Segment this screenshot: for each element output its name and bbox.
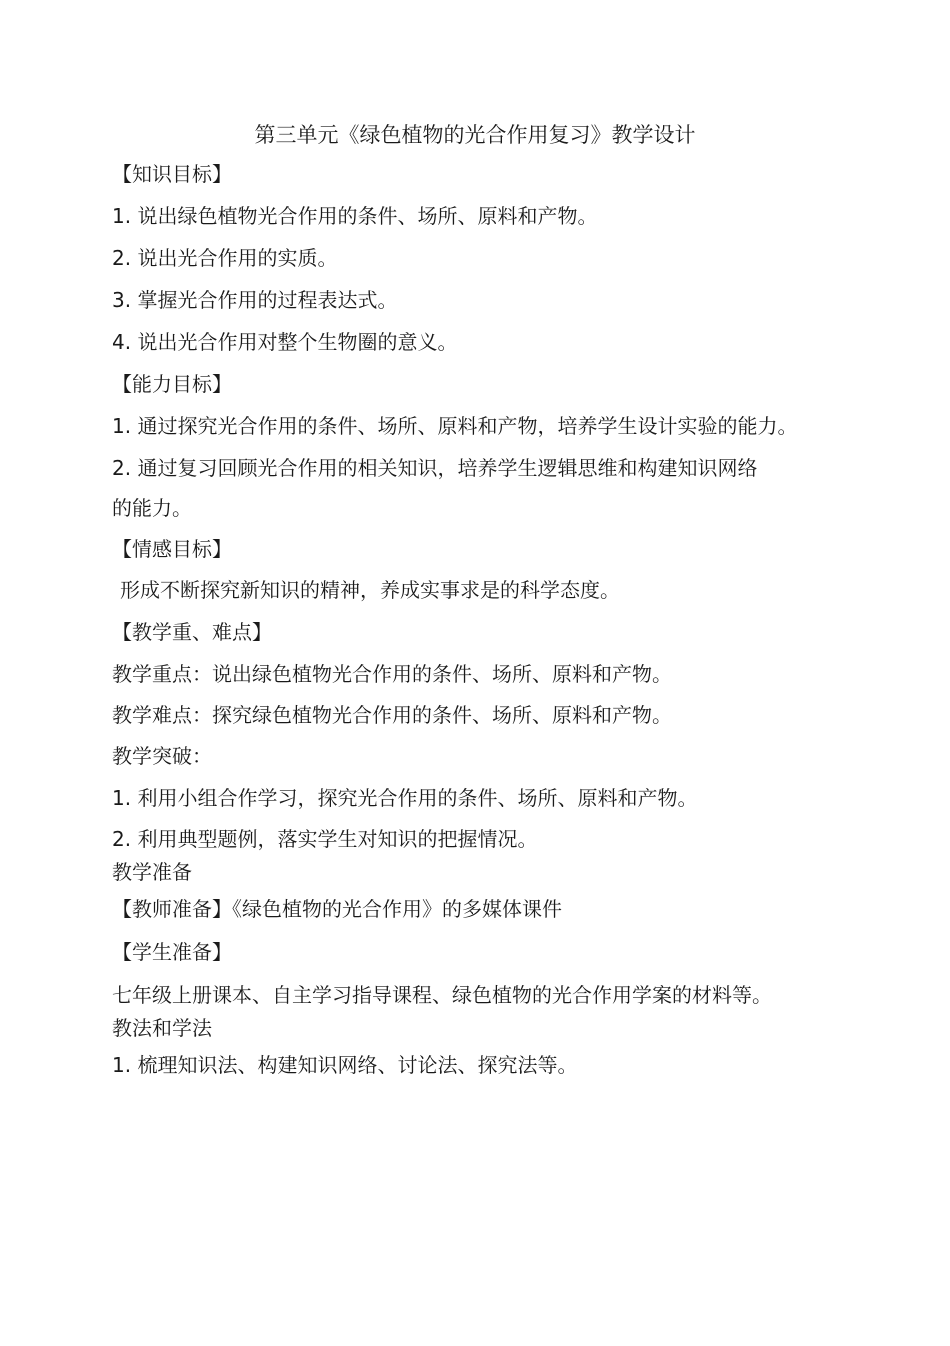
methods-item: 1. 梳理知识法、构建知识网络、讨论法、探究法等。 xyxy=(112,1053,578,1077)
ability-goals-heading: 【能力目标】 xyxy=(112,372,232,396)
breakthrough-item: 2. 利用典型题例，落实学生对知识的把握情况。 xyxy=(112,827,538,851)
ability-goal-item: 1. 通过探究光合作用的条件、场所、原料和产物，培养学生设计实验的能力。 xyxy=(112,414,798,438)
teaching-focus: 教学重点：说出绿色植物光合作用的条件、场所、原料和产物。 xyxy=(112,662,672,686)
document-title: 第三单元《绿色植物的光合作用复习》教学设计 xyxy=(254,123,696,147)
ability-goal-item: 2. 通过复习回顾光合作用的相关知识，培养学生逻辑思维和构建知识网络 xyxy=(112,456,758,480)
knowledge-goal-item: 1. 说出绿色植物光合作用的条件、场所、原料和产物。 xyxy=(112,204,598,228)
student-preparation: 七年级上册课本、自主学习指导课程、绿色植物的光合作用学案的材料等。 xyxy=(112,983,772,1007)
preparation-heading: 教学准备 xyxy=(112,860,192,884)
knowledge-goal-item: 2. 说出光合作用的实质。 xyxy=(112,246,338,270)
key-points-heading: 【教学重、难点】 xyxy=(112,620,272,644)
ability-goal-item-continued: 的能力。 xyxy=(112,496,192,520)
methods-heading: 教法和学法 xyxy=(112,1016,212,1040)
teacher-preparation: 【教师准备】《绿色植物的光合作用》的多媒体课件 xyxy=(112,897,562,921)
student-preparation-heading: 【学生准备】 xyxy=(112,940,232,964)
teaching-breakthrough-label: 教学突破： xyxy=(112,744,212,768)
breakthrough-item: 1. 利用小组合作学习，探究光合作用的条件、场所、原料和产物。 xyxy=(112,786,698,810)
knowledge-goals-heading: 【知识目标】 xyxy=(112,162,232,186)
knowledge-goal-item: 4. 说出光合作用对整个生物圈的意义。 xyxy=(112,330,458,354)
emotion-goal-text: 形成不断探究新知识的精神，养成实事求是的科学态度。 xyxy=(120,578,620,602)
emotion-goals-heading: 【情感目标】 xyxy=(112,537,232,561)
teaching-difficulty: 教学难点：探究绿色植物光合作用的条件、场所、原料和产物。 xyxy=(112,703,672,727)
knowledge-goal-item: 3. 掌握光合作用的过程表达式。 xyxy=(112,288,398,312)
